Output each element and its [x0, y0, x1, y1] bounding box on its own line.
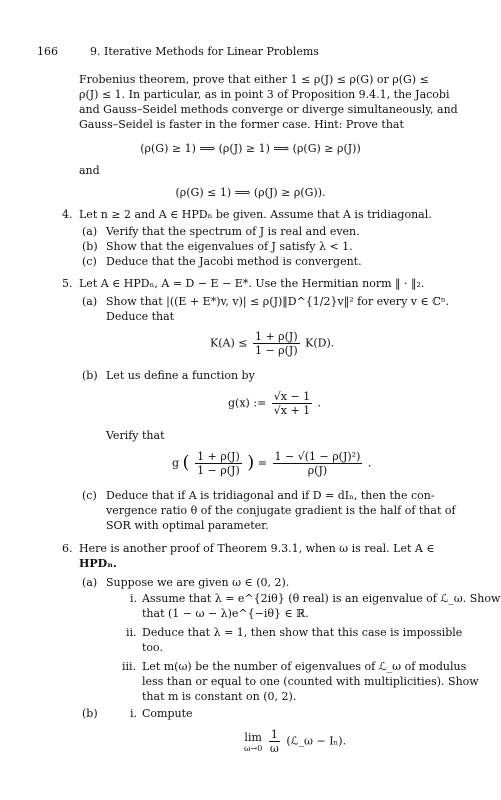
exercise-6a-i-line-1: Assume that λ = e^{2iθ} (θ real) is an eigenvalue of ℒ_ω. Show	[142, 592, 501, 605]
g-numerator: √x − 1	[273, 390, 311, 403]
exercise-5a-line-2: Deduce that	[106, 310, 175, 323]
exercise-5-text: Let A ∈ HPDₙ, A = D − E − E*. Use the Hermitian norm ‖ · ‖₂.	[79, 277, 425, 290]
equation-kappa	[210, 330, 334, 357]
limit-denominator: ω	[269, 742, 279, 755]
identity-right-numerator: 1 − √(1 − ρ(J)²)	[274, 450, 361, 463]
exercise-4c-text: Deduce that the Jacobi method is convergent.	[106, 255, 362, 268]
equation-2: (ρ(G) ≤ 1) ⟹ (ρ(J) ≥ ρ(G)).	[175, 186, 326, 199]
identity-left-numerator: 1 + ρ(J)	[197, 450, 240, 463]
exercise-6b-label: (b)	[82, 707, 98, 720]
exercise-5a-line-1: Show that |((E + E*)v, v)| ≤ ρ(J)‖D^{1/2}v‖² for every v ∈ ℂⁿ.	[106, 295, 450, 308]
identity-end: .	[367, 456, 372, 470]
exercise-6a-text: Suppose we are given ω ∈ (0, 2).	[106, 576, 290, 589]
identity-right-denominator: ρ(J)	[307, 464, 328, 477]
exercise-6a-ii-label: ii.	[126, 626, 137, 639]
exercise-6b-i-label: i.	[130, 707, 138, 720]
kappa-lhs: K(A) ≤	[210, 336, 248, 350]
limit-fraction	[268, 728, 281, 755]
equation-1: (ρ(G) ≥ 1) ⟹ (ρ(J) ≥ 1) ⟹ (ρ(G) ≥ ρ(J))	[140, 142, 361, 155]
exercise-6a-ii-line-1: Deduce that λ = 1, then show that this case is impossible	[142, 626, 463, 639]
exercise-5c-line-2: vergence ratio θ of the conjugate gradient is the half of that of	[106, 504, 456, 517]
exercise-5c-line-3: SOR with optimal parameter.	[106, 519, 269, 532]
exercise-4c-label: (c)	[82, 255, 97, 268]
chapter-title: 9. Iterative Methods for Linear Problems	[90, 45, 319, 58]
kappa-rhs: K(D).	[305, 336, 335, 350]
exercise-6a-iii-label: iii.	[122, 660, 137, 673]
equation-g-definition	[228, 390, 321, 417]
exercise-5-number: 5.	[62, 277, 73, 290]
g-denominator: √x + 1	[273, 404, 311, 417]
intro-line-3: and Gauss–Seidel methods converge or diverge simultaneously, and	[79, 103, 458, 116]
g-end: .	[317, 396, 322, 410]
intro-line-1: Frobenius theorem, prove that either 1 ≤ ρ(J) ≤ ρ(G) or ρ(G) ≤	[79, 73, 429, 86]
exercise-6b-i-text: Compute	[142, 707, 193, 720]
exercise-5c-line-1: Deduce that if A is tridiagonal and if D = dIₙ, then the con-	[106, 489, 435, 502]
g-lhs: g(x) :=	[228, 396, 267, 410]
exercise-5b-line-1: Let us define a function by	[106, 369, 255, 382]
page-number: 166	[37, 45, 58, 58]
exercise-5b-verify: Verify that	[106, 429, 165, 442]
exercise-6a-label: (a)	[82, 576, 98, 589]
identity-left-fraction	[195, 450, 242, 477]
intro-line-4: Gauss–Seidel is faster in the former case. Hint: Prove that	[79, 118, 404, 131]
limit-numerator: 1	[270, 728, 278, 741]
exercise-6a-iii-line-3: that m is constant on (0, 2).	[142, 690, 297, 703]
identity-g: g	[172, 456, 180, 470]
limit-rhs: (ℒ_ω − Iₙ).	[286, 734, 347, 748]
kappa-denominator: 1 − ρ(J)	[254, 344, 298, 357]
exercise-6a-ii-line-2: too.	[142, 641, 163, 654]
identity-left-denominator: 1 − ρ(J)	[197, 464, 240, 477]
limit-operator: lim	[244, 730, 262, 744]
exercise-4a-text: Verify that the spectrum of J is real and even.	[106, 225, 360, 238]
exercise-6-number: 6.	[62, 542, 73, 555]
equation-limit	[244, 728, 346, 755]
exercise-4-text: Let n ≥ 2 and A ∈ HPDₙ be given. Assume that A is tridiagonal.	[79, 208, 432, 221]
exercise-6-line-1: Here is another proof of Theorem 9.3.1, when ω is real. Let A ∈	[79, 542, 435, 555]
exercise-5b-label: (b)	[82, 369, 98, 382]
exercise-6-line-2: HPDₙ.	[79, 557, 117, 570]
exercise-5a-label: (a)	[82, 295, 98, 308]
exercise-6a-iii-line-2: less than or equal to one (counted with multiplicities). Show	[142, 675, 479, 688]
intro-and: and	[79, 164, 100, 177]
identity-equals: =	[257, 456, 267, 470]
equation-g-identity: g ( $\frac{1 + \rho(J)}{1 - \rho(J)}$ ) = $\frac{\text{1 − √(1 − ρ(J)²)}}{\rho(J)}$ .	[172, 450, 372, 477]
g-fraction	[272, 390, 312, 417]
identity-right-fraction	[273, 450, 363, 477]
intro-line-2: ρ(J) ≤ 1. In particular, as in point 3 of Proposition 9.4.1, the Jacobi	[79, 88, 450, 101]
exercise-6a-i-line-2: that (1 − ω − λ)e^{−iθ} ∈ ℝ.	[142, 607, 309, 620]
exercise-6a-i-label: i.	[130, 592, 138, 605]
exercise-5c-label: (c)	[82, 489, 97, 502]
kappa-numerator: 1 + ρ(J)	[254, 330, 298, 343]
exercise-4b-text: Show that the eigenvalues of J satisfy λ < 1.	[106, 240, 353, 253]
exercise-4a-label: (a)	[82, 225, 98, 238]
kappa-fraction	[253, 330, 300, 357]
exercise-4b-label: (b)	[82, 240, 98, 253]
exercise-4-number: 4.	[62, 208, 73, 221]
exercise-6a-iii-line-1: Let m(ω) be the number of eigenvalues of ℒ_ω of modulus	[142, 660, 467, 673]
limit-subscript: ω→0	[244, 743, 263, 753]
